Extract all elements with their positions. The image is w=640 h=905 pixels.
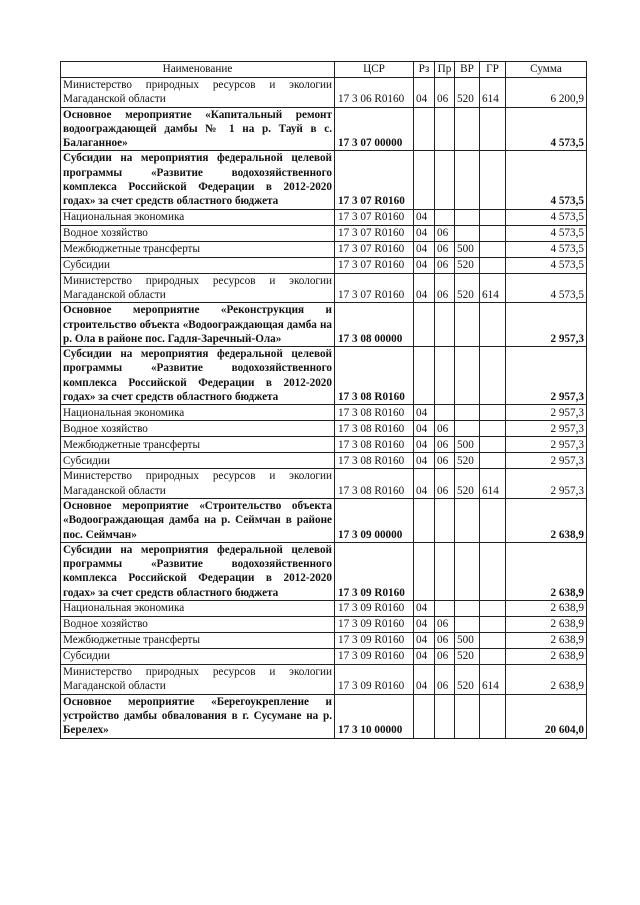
cell-pr	[435, 694, 455, 738]
cell-vr	[455, 209, 480, 225]
cell-pr: 06	[435, 633, 455, 649]
cell-sum: 4 573,5	[506, 225, 587, 241]
cell-pr	[435, 347, 455, 405]
cell-sum: 2 957,3	[506, 405, 587, 421]
cell-pr	[435, 151, 455, 209]
cell-gr	[480, 617, 506, 633]
cell-gr	[480, 453, 506, 469]
cell-csr: 17 3 07 R0160	[335, 241, 414, 257]
cell-pr: 06	[435, 225, 455, 241]
cell-name: Основное мероприятие «Строительство объекта «Водоограждающая дамба на р. Сеймчан в районе пос. Сеймчан»	[61, 498, 335, 542]
cell-gr	[480, 633, 506, 649]
cell-sum: 2 638,9	[506, 665, 587, 695]
cell-pr	[435, 107, 455, 151]
cell-sum: 2 957,3	[506, 303, 587, 347]
table-row	[61, 665, 587, 695]
cell-vr	[455, 225, 480, 241]
cell-name: Министерство природных ресурсов и экологии Магаданской области	[61, 273, 335, 303]
cell-vr: 500	[455, 633, 480, 649]
cell-csr: 17 3 08 R0160	[335, 347, 414, 405]
cell-sum: 2 638,9	[506, 633, 587, 649]
cell-pr	[435, 405, 455, 421]
cell-sum: 4 573,5	[506, 257, 587, 273]
cell-gr	[480, 303, 506, 347]
table-header-row	[61, 62, 587, 78]
cell-rz: 04	[414, 257, 435, 273]
cell-vr	[455, 303, 480, 347]
table-row	[61, 694, 587, 738]
cell-rz: 04	[414, 601, 435, 617]
cell-vr	[455, 601, 480, 617]
cell-csr: 17 3 07 R0160	[335, 225, 414, 241]
cell-sum: 2 957,3	[506, 421, 587, 437]
cell-sum: 4 573,5	[506, 241, 587, 257]
cell-rz: 04	[414, 453, 435, 469]
cell-csr: 17 3 08 R0160	[335, 421, 414, 437]
cell-vr	[455, 405, 480, 421]
cell-name: Водное хозяйство	[61, 617, 335, 633]
cell-sum: 2 638,9	[506, 617, 587, 633]
table-row	[61, 437, 587, 453]
cell-pr	[435, 601, 455, 617]
budget-table	[60, 61, 587, 739]
cell-pr: 06	[435, 665, 455, 695]
cell-rz: 04	[414, 78, 435, 108]
cell-pr: 06	[435, 273, 455, 303]
cell-csr: 17 3 08 R0160	[335, 437, 414, 453]
cell-pr: 06	[435, 453, 455, 469]
cell-sum: 6 200,9	[506, 78, 587, 108]
cell-csr: 17 3 07 R0160	[335, 151, 414, 209]
cell-name: Субсидии	[61, 649, 335, 665]
cell-gr	[480, 257, 506, 273]
cell-gr	[480, 649, 506, 665]
cell-pr	[435, 303, 455, 347]
cell-vr: 500	[455, 241, 480, 257]
cell-rz: 04	[414, 437, 435, 453]
cell-gr: 614	[480, 273, 506, 303]
cell-sum: 4 573,5	[506, 209, 587, 225]
cell-csr: 17 3 09 R0160	[335, 617, 414, 633]
cell-name: Межбюджетные трансферты	[61, 241, 335, 257]
cell-gr	[480, 405, 506, 421]
cell-name: Водное хозяйство	[61, 421, 335, 437]
cell-name: Национальная экономика	[61, 405, 335, 421]
table-row	[61, 421, 587, 437]
cell-csr: 17 3 09 R0160	[335, 601, 414, 617]
cell-rz: 04	[414, 241, 435, 257]
cell-rz: 04	[414, 617, 435, 633]
cell-name: Межбюджетные трансферты	[61, 437, 335, 453]
cell-rz	[414, 542, 435, 600]
cell-gr: 614	[480, 469, 506, 499]
cell-sum: 4 573,5	[506, 151, 587, 209]
cell-csr: 17 3 08 R0160	[335, 405, 414, 421]
cell-sum: 4 573,5	[506, 273, 587, 303]
cell-sum: 2 957,3	[506, 453, 587, 469]
cell-csr: 17 3 09 R0160	[335, 649, 414, 665]
cell-csr: 17 3 08 00000	[335, 303, 414, 347]
cell-gr: 614	[480, 78, 506, 108]
cell-pr	[435, 498, 455, 542]
cell-csr: 17 3 09 R0160	[335, 542, 414, 600]
cell-rz	[414, 151, 435, 209]
cell-csr: 17 3 07 R0160	[335, 209, 414, 225]
cell-csr: 17 3 09 R0160	[335, 665, 414, 695]
cell-pr: 06	[435, 469, 455, 499]
table-row	[61, 151, 587, 209]
cell-rz: 04	[414, 225, 435, 241]
table-row	[61, 617, 587, 633]
cell-name: Основное мероприятие «Реконструкция и строительство объекта «Водоограждающая дамба на р. Ола в районе пос. Гадля-Заречный-Ола»	[61, 303, 335, 347]
cell-csr: 17 3 08 R0160	[335, 453, 414, 469]
cell-csr: 17 3 07 00000	[335, 107, 414, 151]
header-sum: Сумма	[506, 62, 587, 78]
table-row	[61, 78, 587, 108]
table-row	[61, 303, 587, 347]
table-row	[61, 209, 587, 225]
cell-vr	[455, 151, 480, 209]
cell-rz: 04	[414, 209, 435, 225]
cell-pr: 06	[435, 78, 455, 108]
cell-vr: 520	[455, 257, 480, 273]
cell-vr	[455, 617, 480, 633]
table-row	[61, 498, 587, 542]
cell-gr	[480, 151, 506, 209]
table-row	[61, 257, 587, 273]
table-row	[61, 273, 587, 303]
cell-sum: 2 957,3	[506, 469, 587, 499]
cell-pr: 06	[435, 649, 455, 665]
cell-vr: 520	[455, 273, 480, 303]
header-rz: Рз	[414, 62, 435, 78]
cell-name: Субсидии	[61, 453, 335, 469]
table-row	[61, 469, 587, 499]
header-gr: ГР	[480, 62, 506, 78]
cell-vr	[455, 694, 480, 738]
table-row	[61, 601, 587, 617]
cell-sum: 2 638,9	[506, 542, 587, 600]
cell-gr	[480, 107, 506, 151]
cell-gr	[480, 347, 506, 405]
cell-rz: 04	[414, 405, 435, 421]
cell-name: Министерство природных ресурсов и экологии Магаданской области	[61, 665, 335, 695]
table-row	[61, 542, 587, 600]
cell-sum: 4 573,5	[506, 107, 587, 151]
cell-pr: 06	[435, 617, 455, 633]
cell-vr	[455, 347, 480, 405]
cell-name: Министерство природных ресурсов и экологии Магаданской области	[61, 469, 335, 499]
cell-pr	[435, 209, 455, 225]
cell-gr	[480, 498, 506, 542]
cell-rz	[414, 347, 435, 405]
cell-sum: 20 604,0	[506, 694, 587, 738]
cell-rz	[414, 107, 435, 151]
cell-csr: 17 3 07 R0160	[335, 273, 414, 303]
cell-vr	[455, 542, 480, 600]
cell-vr: 520	[455, 469, 480, 499]
cell-gr	[480, 694, 506, 738]
cell-name: Национальная экономика	[61, 209, 335, 225]
cell-rz: 04	[414, 469, 435, 499]
cell-vr	[455, 107, 480, 151]
cell-csr: 17 3 07 R0160	[335, 257, 414, 273]
cell-csr: 17 3 09 00000	[335, 498, 414, 542]
cell-vr	[455, 498, 480, 542]
budget-document	[60, 61, 586, 739]
cell-name: Субсидии	[61, 257, 335, 273]
cell-name: Министерство природных ресурсов и экологии Магаданской области	[61, 78, 335, 108]
cell-name: Водное хозяйство	[61, 225, 335, 241]
cell-vr: 520	[455, 649, 480, 665]
header-vr: ВР	[455, 62, 480, 78]
cell-rz	[414, 498, 435, 542]
table-row	[61, 453, 587, 469]
cell-rz: 04	[414, 665, 435, 695]
cell-vr	[455, 421, 480, 437]
cell-gr	[480, 601, 506, 617]
cell-rz	[414, 694, 435, 738]
cell-gr	[480, 437, 506, 453]
table-row	[61, 649, 587, 665]
cell-rz: 04	[414, 649, 435, 665]
cell-vr: 520	[455, 78, 480, 108]
header-pr: Пр	[435, 62, 455, 78]
cell-vr: 520	[455, 453, 480, 469]
cell-sum: 2 957,3	[506, 437, 587, 453]
cell-name: Субсидии на мероприятия федеральной целевой программы «Развитие водохозяйственного комплекса Российской Федерации в 2012-2020 годах» за счет средств областного бюджета	[61, 347, 335, 405]
cell-rz: 04	[414, 273, 435, 303]
table-row	[61, 347, 587, 405]
cell-rz: 04	[414, 421, 435, 437]
table-row	[61, 633, 587, 649]
cell-sum: 2 957,3	[506, 347, 587, 405]
cell-name: Субсидии на мероприятия федеральной целевой программы «Развитие водохозяйственного комплекса Российской Федерации в 2012-2020 годах» за счет средств областного бюджета	[61, 542, 335, 600]
cell-gr	[480, 225, 506, 241]
cell-sum: 2 638,9	[506, 498, 587, 542]
cell-sum: 2 638,9	[506, 649, 587, 665]
cell-gr	[480, 209, 506, 225]
cell-csr: 17 3 09 R0160	[335, 633, 414, 649]
cell-csr: 17 3 06 R0160	[335, 78, 414, 108]
cell-pr: 06	[435, 257, 455, 273]
cell-pr	[435, 542, 455, 600]
cell-rz	[414, 303, 435, 347]
table-row	[61, 405, 587, 421]
cell-csr: 17 3 10 00000	[335, 694, 414, 738]
table-row	[61, 241, 587, 257]
table-body	[61, 78, 587, 739]
cell-sum: 2 638,9	[506, 601, 587, 617]
cell-gr	[480, 421, 506, 437]
cell-name: Субсидии на мероприятия федеральной целевой программы «Развитие водохозяйственного комплекса Российской Федерации в 2012-2020 годах» за счет средств областного бюджета	[61, 151, 335, 209]
cell-gr	[480, 542, 506, 600]
cell-pr: 06	[435, 241, 455, 257]
cell-name: Основное мероприятие «Берегоукрепление и устройство дамбы обвалования в г. Сусумане на р. Берелех»	[61, 694, 335, 738]
table-row	[61, 225, 587, 241]
cell-vr: 520	[455, 665, 480, 695]
cell-vr: 500	[455, 437, 480, 453]
cell-name: Межбюджетные трансферты	[61, 633, 335, 649]
cell-rz: 04	[414, 633, 435, 649]
cell-gr	[480, 241, 506, 257]
table-row	[61, 107, 587, 151]
cell-pr: 06	[435, 437, 455, 453]
cell-pr: 06	[435, 421, 455, 437]
header-name: Наименование	[61, 62, 335, 78]
cell-gr: 614	[480, 665, 506, 695]
cell-name: Основное мероприятие «Капитальный ремонт водоограждающей дамбы № 1 на р. Тауй в с. Балаганное»	[61, 107, 335, 151]
cell-csr: 17 3 08 R0160	[335, 469, 414, 499]
header-csr: ЦСР	[335, 62, 414, 78]
cell-name: Национальная экономика	[61, 601, 335, 617]
